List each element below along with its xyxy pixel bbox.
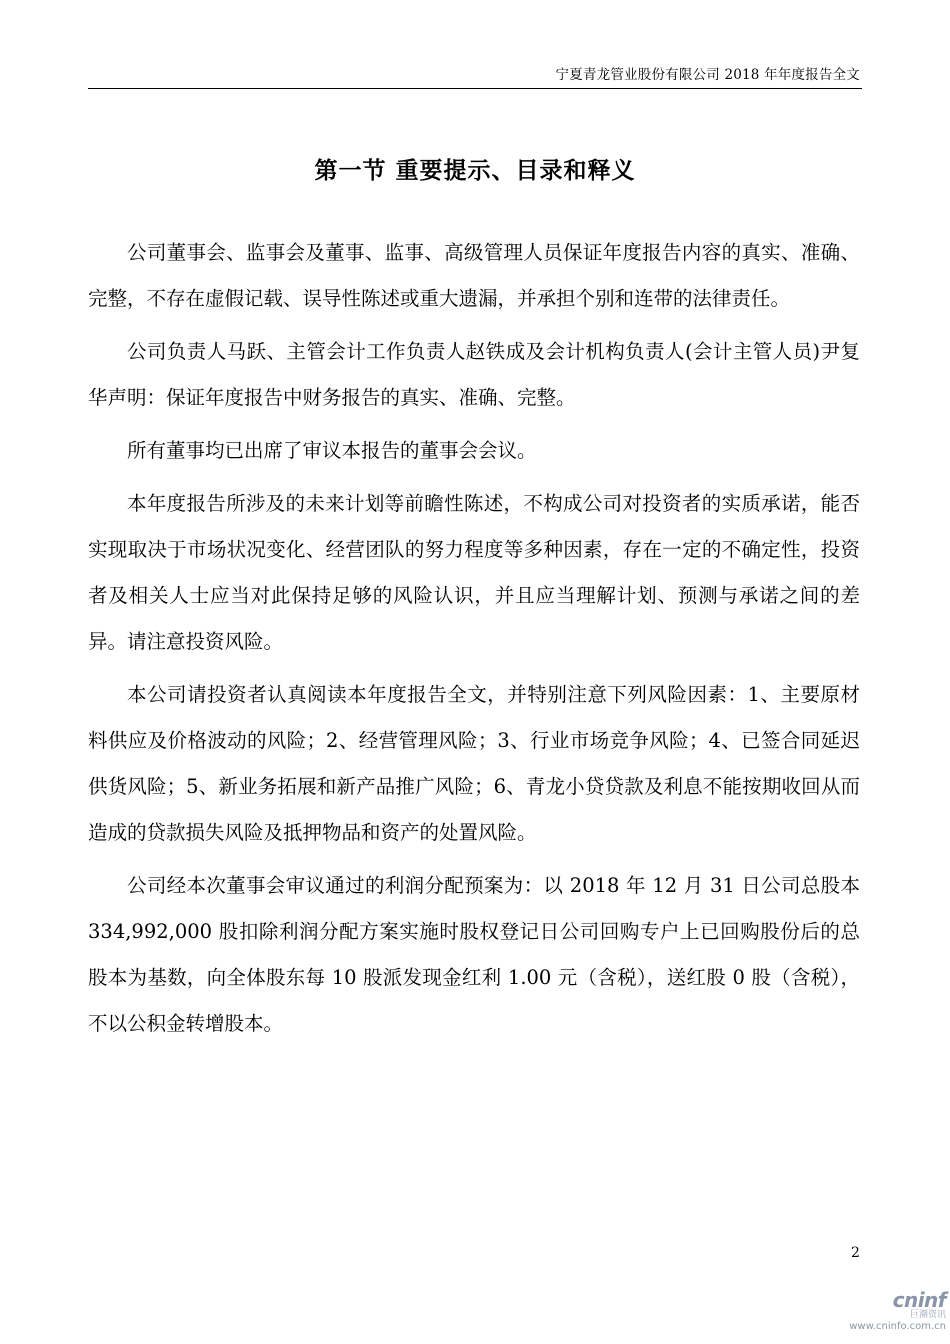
cninfo-chinese-name: 巨潮资讯 [909,1310,946,1320]
paragraph-risk-factors: 本公司请投资者认真阅读本年度报告全文，并特别注意下列风险因素：1、主要原材料供应及价格波动的风险；2、经营管理风险；3、行业市场竞争风险；4、已签合同延迟供货风险；5、新业务拓展和新产品推广风险；6、青龙小贷贷款及利息不能按期收回从而造成的贷款损失风险及抵押物品和资产的处置风险。 [88,683,860,844]
paragraph-board-guarantee: 公司董事会、监事会及董事、监事、高级管理人员保证年度报告内容的真实、准确、完整，不存在虚假记载、误导性陈述或重大遗漏，并承担个别和连带的法律责任。 [88,241,860,310]
paragraph-forward-looking: 本年度报告所涉及的未来计划等前瞻性陈述，不构成公司对投资者的实质承诺，能否实现取决于市场状况变化、经营团队的努力程度等多种因素，存在一定的不确定性，投资者及相关人士应当对此保持足够的风险认识，并且应当理解计划、预测与承诺之间的差异。请注意投资风险。 [88,492,860,653]
section-title: 第一节 重要提示、目录和释义 [314,157,636,184]
cninfo-watermark [836,1290,946,1340]
report-header-title: 宁夏青龙管业股份有限公司 2018 年年度报告全文 [555,67,860,83]
paragraph-directors-attendance: 所有董事均已出席了审议本报告的董事会会议。 [127,439,537,462]
paragraph-responsible-persons: 公司负责人马跃、主管会计工作负责人赵铁成及会计机构负责人(会计主管人员)尹复华声明：保证年度报告中财务报告的真实、准确、完整。 [88,340,860,409]
document-body [88,230,860,1054]
page-number: 2 [851,1245,860,1261]
cninfo-logo: cninf [892,1288,946,1312]
paragraph-profit-distribution: 公司经本次董事会审议通过的利润分配预案为：以 2018 年 12 月 31 日公司总股本 334,992,000 股扣除利润分配方案实施时股权登记日公司回购专户上已回购股份后的总股本为基数，向全体股东每 10 股派发现金红利 1.00 元（含税），送红股 0 股（含税），不以公积金转增股本。 [88,874,860,1035]
cninfo-url: www.cninfo.com.cn [849,1321,946,1332]
header-divider [88,88,862,89]
